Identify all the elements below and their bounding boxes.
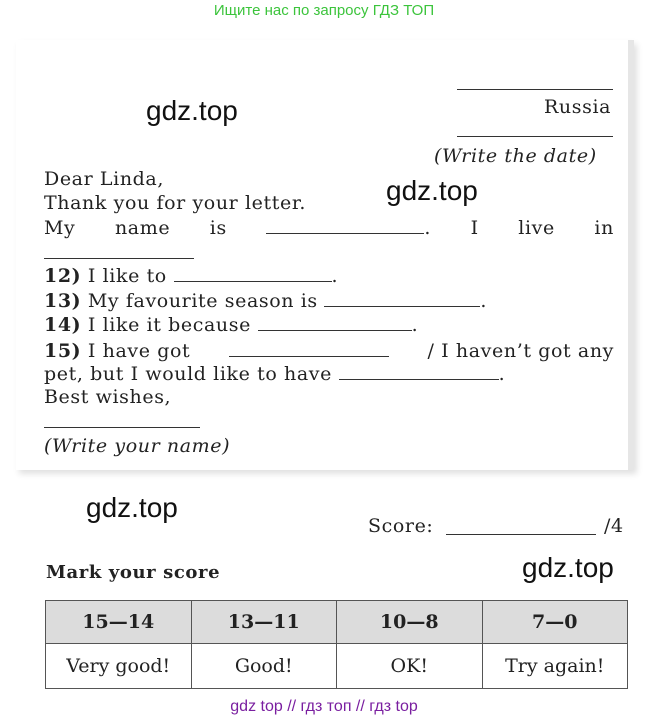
- country-text: Russia: [544, 96, 612, 118]
- period: .: [424, 217, 432, 239]
- verdict-cell: OK!: [337, 644, 483, 689]
- word: in: [594, 217, 614, 239]
- pet-line: [44, 363, 505, 385]
- name-blank-group: [266, 217, 431, 239]
- watermark: gdz.top: [386, 175, 478, 206]
- item-15: [44, 340, 614, 362]
- score-blank[interactable]: [446, 534, 596, 535]
- verdict-cell: Very good!: [46, 644, 192, 689]
- signature-line[interactable]: [44, 427, 200, 428]
- table-row: [46, 644, 628, 689]
- date-line: [457, 136, 613, 137]
- score-label: Score:: [368, 515, 434, 537]
- item-number: 15): [44, 340, 82, 362]
- range-cell: 10—8: [337, 601, 483, 644]
- closing: Best wishes,: [44, 386, 172, 408]
- word: live: [518, 217, 555, 239]
- answer-blank[interactable]: [258, 316, 412, 331]
- item-text: / I haven’t got any: [427, 340, 614, 362]
- word: I: [470, 217, 479, 239]
- watermark: gdz.top: [522, 552, 614, 583]
- address-line: [457, 89, 613, 90]
- word: My: [44, 217, 76, 239]
- verdict-cell: Try again!: [482, 644, 628, 689]
- item-number: 12): [44, 265, 82, 287]
- mark-score-title: Mark your score: [46, 562, 221, 583]
- item-14: [44, 314, 418, 336]
- item-text: My favourite season is: [87, 290, 318, 312]
- period: .: [331, 265, 339, 287]
- city-blank[interactable]: [44, 258, 194, 259]
- top-banner: Ищите нас по запросу ГДЗ ТОП: [213, 2, 435, 19]
- word: is: [209, 217, 227, 239]
- word: name: [114, 217, 171, 239]
- name-blank[interactable]: [266, 219, 424, 234]
- score-table: [45, 600, 628, 689]
- item-13: [44, 290, 487, 312]
- range-cell: 7—0: [482, 601, 628, 644]
- range-cell: 15—14: [46, 601, 192, 644]
- bottom-banner: gdz top // гдз топ // гдз top: [230, 698, 418, 715]
- item-12: [44, 265, 338, 287]
- verdict-cell: Good!: [191, 644, 337, 689]
- name-live-line: [44, 217, 614, 239]
- item-15-start: [44, 340, 190, 362]
- item-number: 13): [44, 290, 82, 312]
- thanks-line: Thank you for your letter.: [44, 192, 307, 214]
- score-max: /4: [604, 515, 624, 537]
- answer-blank[interactable]: [229, 342, 389, 357]
- period: .: [498, 363, 506, 385]
- period: .: [411, 314, 419, 336]
- table-row: [46, 601, 628, 644]
- name-hint: (Write your name): [44, 435, 231, 457]
- period: .: [480, 290, 488, 312]
- item-number: 14): [44, 314, 82, 336]
- item-text: I like to: [87, 265, 167, 287]
- item-text: I have got: [87, 340, 191, 362]
- date-hint: (Write the date): [434, 145, 597, 167]
- range-cell: 13—11: [191, 601, 337, 644]
- item-text: pet, but I would like to have: [44, 363, 332, 385]
- watermark: gdz.top: [86, 492, 178, 523]
- watermark: gdz.top: [146, 95, 238, 126]
- answer-blank[interactable]: [324, 292, 480, 307]
- greeting: Dear Linda,: [44, 168, 164, 190]
- item-text: I like it because: [87, 314, 251, 336]
- answer-blank[interactable]: [174, 267, 332, 282]
- answer-blank[interactable]: [339, 365, 499, 380]
